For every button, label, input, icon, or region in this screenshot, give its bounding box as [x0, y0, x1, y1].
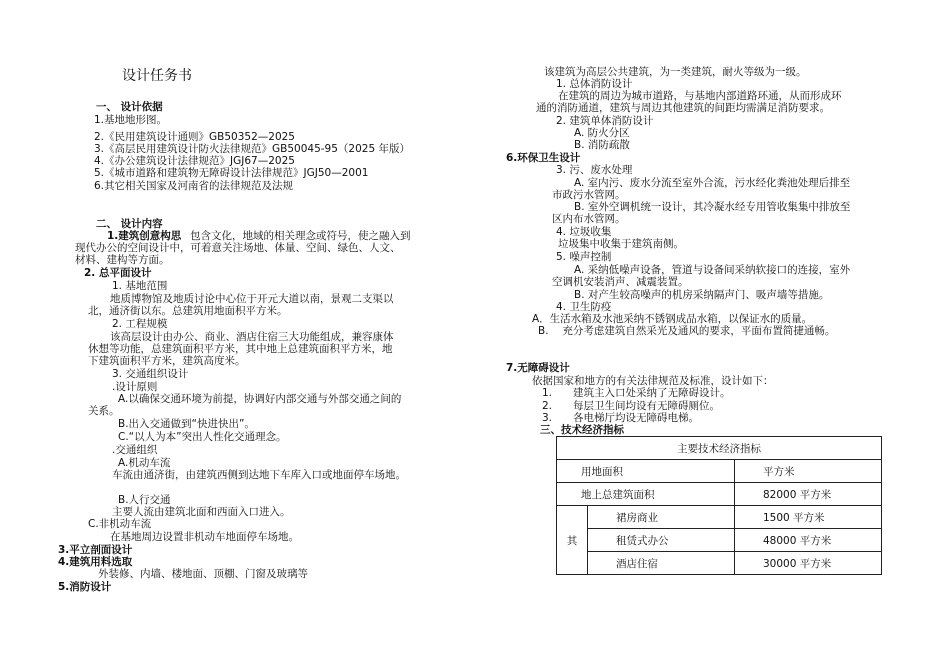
table-row: [557, 552, 882, 575]
text-line: 市政污水管网。: [552, 189, 626, 201]
text-line: A. 采纳低噪声设备，管道与设备间采纳软接口的连接，室外: [574, 264, 851, 276]
text-line: C.非机动车流: [88, 518, 152, 530]
text-line: 6.其它相关国家及河南省的法律规范及法规: [94, 180, 294, 192]
text-line: 空调机安装消声、减震装置。: [552, 276, 689, 288]
document-title: 设计任务书: [122, 68, 192, 84]
text-line: 地质博物馆及地质讨论中心位于开元大道以南，景观二支渠以: [110, 293, 394, 305]
subsection-heading: 5.消防设计: [58, 581, 112, 593]
text-line: 外装修、内墙、楼地面、顶棚、门窗及玻璃等: [98, 568, 308, 580]
text-line: 2. 建筑单体消防设计: [556, 115, 654, 127]
text-line: B. 消防疏散: [574, 139, 630, 151]
text-line: B.人行交通: [118, 494, 171, 506]
text-line: 北，通济街以东。总建筑用地面积平方米。: [88, 305, 288, 317]
table-cell-label: 用地面积: [557, 460, 735, 483]
text-line: 2. 工程规模: [112, 318, 168, 330]
text-line: B. 对产生较高噪声的机房采纳隔声门、吸声墙等措施。: [574, 289, 830, 301]
text-line: 3.《高层民用建筑设计防火法律规范》GB50045-95（2025 年版）: [94, 143, 410, 155]
text-line: 1. 基地范围: [112, 280, 168, 292]
text-line: 在建筑的周边为城市道路，与基地内部道路环通，从而形成环: [558, 90, 842, 102]
text-line: 区内布水管网。: [552, 213, 626, 225]
text-line: A. 防火分区: [574, 127, 630, 139]
text-line: B. 室外空调机统一设计，其冷凝水经专用管收集集中排放至: [574, 201, 851, 213]
table-cell-value: 30000 平方米: [735, 552, 882, 575]
text-line: 4. 垃圾收集: [556, 226, 612, 238]
text-line: 关系。: [88, 405, 120, 417]
table-cell-value: 48000 平方米: [735, 529, 882, 552]
text-line: 1. 总体消防设计: [556, 78, 633, 90]
text-line: .设计原则: [112, 381, 158, 393]
text-line: 材料、建构等方面。: [75, 254, 170, 266]
text-line: 3. 污、废水处理: [556, 164, 633, 176]
table-cell-label: 酒店住宿: [588, 552, 735, 575]
text-line: B. 充分考虑建筑自然采光及通风的要求，平面布置简捷通畅。: [538, 325, 836, 337]
text-line: A.以确保交通环境为前提，协调好内部交通与外部交通之间的: [118, 393, 402, 405]
table-row: [557, 460, 882, 483]
text-line: .交通组织: [112, 444, 158, 456]
table-cell-label: 租赁式办公: [588, 529, 735, 552]
subsection-heading: 6.环保卫生设计: [506, 152, 581, 164]
text-line: 3. 交通组织设计: [112, 368, 189, 380]
text-line: C.“以人为本”突出人性化交通理念。: [118, 431, 287, 443]
text-line: 4.《办公建筑设计法律规范》JGJ67—2025: [94, 155, 295, 167]
text-line: 垃圾集中收集于建筑南侧。: [558, 238, 684, 250]
text-line: 5.《城市道路和建筑物无障碍设计法律规范》JGJ50—2001: [94, 167, 369, 179]
text-line: 依据国家和地方的有关法律规范及标准，设计如下：: [532, 375, 774, 387]
indicator-table: [556, 436, 882, 575]
text-line: 1.基地地形图。: [94, 114, 168, 126]
section-heading-indicators: 三、技术经济指标: [540, 424, 624, 436]
table-cell-value: 平方米: [735, 460, 882, 483]
section-heading-content: 二、 设计内容: [96, 218, 163, 230]
text-line: 3. 各电梯厅均设无障碍电梯。: [542, 412, 700, 424]
table-row: [557, 483, 882, 506]
text-line: 车流由通济街，由建筑西侧到达地下车库入口或地面停车场地。: [112, 469, 406, 481]
subsection-heading: 3.平立剖面设计: [58, 544, 133, 556]
text-line: 1. 建筑主入口处采纳了无障碍设计。: [542, 387, 731, 399]
table-cell-label: 裙房商业: [588, 506, 735, 529]
text-line: A.机动车流: [118, 457, 171, 469]
text-line: 该建筑为高层公共建筑，为一类建筑，耐火等级为一级。: [544, 66, 807, 78]
text-line: 2.《民用建筑设计通则》GB50352—2025: [94, 131, 295, 143]
text-line: A. 室内污、废水分流至室外合流，污水经化粪池处理后排至: [574, 177, 851, 189]
subsection-heading: 2. 总平面设计: [84, 267, 152, 279]
table-cell-label: 地上总建筑面积: [557, 483, 735, 506]
text-line: 现代办公的空间设计中，可着意关注场地、体量、空间、绿色、人文、: [75, 242, 401, 254]
text-line: 4. 卫生防疫: [556, 301, 612, 313]
text-line: A．生活水箱及水池采纳不锈钢成品水箱，以保证水的质量。: [532, 313, 813, 325]
text-line: 在基地周边设置非机动车地面停车场地。: [110, 531, 299, 543]
text-line: B.出入交通做到“快进快出”。: [118, 418, 255, 430]
table-row: [557, 506, 882, 529]
text-line: 通的消防通道，建筑与周边其他建筑的间距均需满足消防要求。: [536, 102, 830, 114]
text-line: 休想等功能，总建筑面积平方米，其中地上总建筑面积平方米，地: [88, 343, 393, 355]
text-line: 5. 噪声控制: [556, 251, 612, 263]
table-row: [557, 437, 882, 460]
text-line: 主要人流由建筑北面和西面入口进入。: [112, 506, 291, 518]
section-heading-basis: 一、 设计依据: [96, 101, 163, 113]
text-line: 该高层设计由办公、商业、酒店住宿三大功能组成，兼容康体: [110, 331, 394, 343]
text-line: 包含文化，地域的相关理念或符号，使之融入到: [190, 230, 411, 242]
subsection-heading: 1.建筑创意构思: [107, 230, 182, 242]
text-line: 2. 每层卫生间均设有无障碍厕位。: [542, 400, 721, 412]
text-line: 下建筑面积平方米，建筑高度米。: [88, 355, 246, 367]
table-cell-value: 1500 平方米: [735, 506, 882, 529]
subsection-heading: 4.建筑用料选取: [58, 556, 133, 568]
table-row: [557, 529, 882, 552]
subsection-heading: 7.无障碍设计: [506, 362, 570, 374]
table-cell-value: 82000 平方米: [735, 483, 882, 506]
table-header: 主要技术经济指标: [557, 437, 882, 460]
table-cell-group: 其: [557, 506, 588, 575]
